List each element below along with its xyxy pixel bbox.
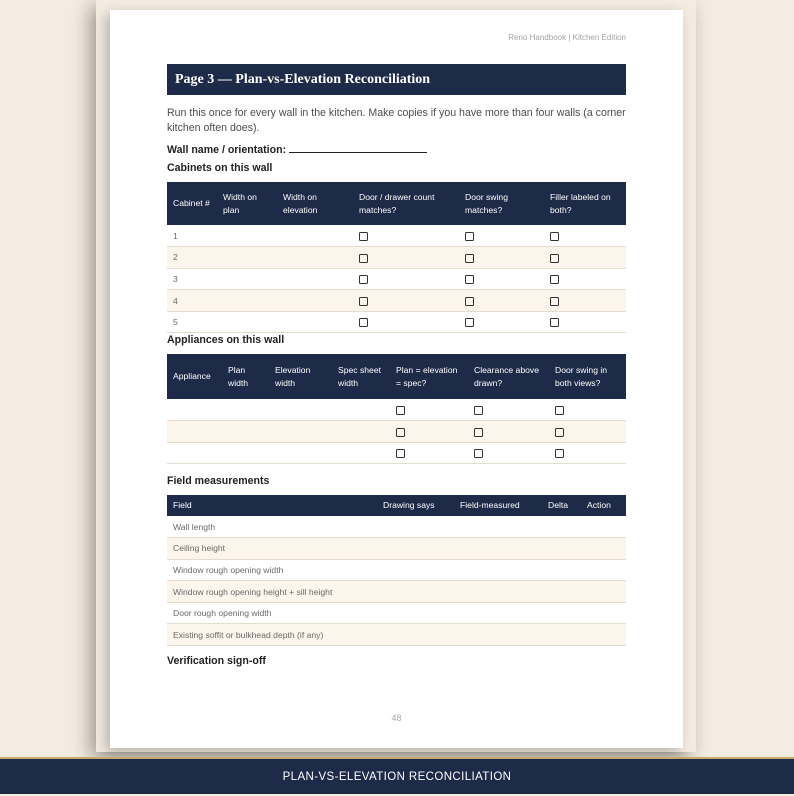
cell bbox=[544, 225, 626, 247]
cell[interactable] bbox=[581, 581, 626, 603]
cell[interactable] bbox=[269, 399, 332, 421]
cell[interactable] bbox=[332, 399, 390, 421]
cell[interactable] bbox=[377, 559, 454, 581]
wall-name-label: Wall name / orientation: bbox=[167, 144, 287, 156]
checkbox-icon[interactable] bbox=[396, 406, 405, 415]
cell[interactable] bbox=[269, 421, 332, 443]
cell[interactable] bbox=[454, 516, 542, 538]
cell bbox=[549, 442, 626, 464]
field-col-header: Field-measured bbox=[454, 495, 542, 516]
checkbox-icon[interactable] bbox=[359, 318, 368, 327]
cell bbox=[468, 399, 549, 421]
cell[interactable] bbox=[377, 538, 454, 560]
checkbox-icon[interactable] bbox=[555, 428, 564, 437]
appliances-col-header: Appliance bbox=[167, 354, 222, 399]
cell[interactable] bbox=[332, 421, 390, 443]
cell bbox=[459, 268, 544, 290]
field-label: Ceiling height bbox=[167, 538, 377, 560]
cell bbox=[468, 421, 549, 443]
checkbox-icon[interactable] bbox=[465, 318, 474, 327]
table-row bbox=[167, 442, 626, 464]
checkbox-icon[interactable] bbox=[396, 428, 405, 437]
cell bbox=[353, 290, 459, 312]
appliances-col-header: Elevation width bbox=[269, 354, 332, 399]
cell bbox=[217, 247, 277, 269]
cell bbox=[277, 225, 353, 247]
appliances-col-header: Spec sheet width bbox=[332, 354, 390, 399]
checkbox-icon[interactable] bbox=[359, 275, 368, 284]
appliances-heading: Appliances on this wall bbox=[167, 334, 285, 346]
field-label: Window rough opening width bbox=[167, 559, 377, 581]
field-col-header: Drawing says bbox=[377, 495, 454, 516]
cell bbox=[390, 442, 468, 464]
table-row bbox=[167, 399, 626, 421]
cell bbox=[544, 290, 626, 312]
cell bbox=[353, 225, 459, 247]
cell[interactable] bbox=[332, 442, 390, 464]
cell[interactable] bbox=[542, 581, 581, 603]
cabinet-number: 1 bbox=[167, 225, 217, 247]
cell bbox=[390, 399, 468, 421]
cabinet-number: 5 bbox=[167, 311, 217, 333]
cell[interactable] bbox=[167, 399, 222, 421]
cell[interactable] bbox=[454, 581, 542, 603]
bottom-banner: PLAN-VS-ELEVATION RECONCILIATION bbox=[0, 757, 794, 794]
cabinets-col-header: Door / drawer count matches? bbox=[353, 182, 459, 225]
cell bbox=[217, 311, 277, 333]
cabinets-heading: Cabinets on this wall bbox=[167, 162, 273, 174]
cell bbox=[544, 311, 626, 333]
cell[interactable] bbox=[542, 559, 581, 581]
running-head: Reno Handbook | Kitchen Edition bbox=[508, 33, 626, 42]
cell bbox=[549, 399, 626, 421]
table-row bbox=[167, 290, 626, 312]
cabinets-col-header: Width on elevation bbox=[277, 182, 353, 225]
table-row bbox=[167, 624, 626, 646]
field-label: Door rough opening width bbox=[167, 602, 377, 624]
cell bbox=[549, 421, 626, 443]
cell[interactable] bbox=[222, 442, 269, 464]
field-label: Window rough opening height + sill height bbox=[167, 581, 377, 603]
appliances-col-header: Clearance above drawn? bbox=[468, 354, 549, 399]
cell bbox=[353, 311, 459, 333]
table-row bbox=[167, 311, 626, 333]
checkbox-icon[interactable] bbox=[359, 254, 368, 263]
cell[interactable] bbox=[581, 602, 626, 624]
cell bbox=[459, 290, 544, 312]
checkbox-icon[interactable] bbox=[359, 297, 368, 306]
field-measurements-heading: Field measurements bbox=[167, 475, 270, 487]
table-row bbox=[167, 538, 626, 560]
cell bbox=[277, 290, 353, 312]
cell bbox=[544, 268, 626, 290]
cell[interactable] bbox=[542, 602, 581, 624]
cell bbox=[217, 268, 277, 290]
cell[interactable] bbox=[377, 516, 454, 538]
cell bbox=[353, 247, 459, 269]
checkbox-icon[interactable] bbox=[550, 275, 559, 284]
cell bbox=[459, 225, 544, 247]
field-measurements-table bbox=[167, 495, 626, 646]
field-col-header: Field bbox=[167, 495, 377, 516]
cabinets-col-header: Cabinet # bbox=[167, 182, 217, 225]
checkbox-icon[interactable] bbox=[396, 449, 405, 458]
page-title: Page 3 — Plan-vs-Elevation Reconciliation bbox=[167, 64, 626, 95]
table-row bbox=[167, 602, 626, 624]
document-page bbox=[110, 10, 683, 748]
cabinets-col-header: Door swing matches? bbox=[459, 182, 544, 225]
field-label: Existing soffit or bulkhead depth (if any) bbox=[167, 624, 377, 646]
checkbox-icon[interactable] bbox=[555, 449, 564, 458]
cell[interactable] bbox=[454, 624, 542, 646]
cell[interactable] bbox=[542, 624, 581, 646]
cabinets-col-header: Width on plan bbox=[217, 182, 277, 225]
checkbox-icon[interactable] bbox=[550, 232, 559, 241]
field-col-header: Delta bbox=[542, 495, 581, 516]
appliances-table bbox=[167, 354, 626, 464]
cell[interactable] bbox=[269, 442, 332, 464]
cell[interactable] bbox=[167, 442, 222, 464]
checkbox-icon[interactable] bbox=[474, 428, 483, 437]
table-row bbox=[167, 247, 626, 269]
cell bbox=[459, 311, 544, 333]
checkbox-icon[interactable] bbox=[474, 406, 483, 415]
appliances-col-header: Door swing in both views? bbox=[549, 354, 626, 399]
checkbox-icon[interactable] bbox=[465, 297, 474, 306]
cabinets-header-row bbox=[167, 182, 626, 225]
cell bbox=[217, 225, 277, 247]
cell[interactable] bbox=[581, 624, 626, 646]
cell bbox=[353, 268, 459, 290]
appliances-col-header: Plan = elevation = spec? bbox=[390, 354, 468, 399]
cell bbox=[544, 247, 626, 269]
checkbox-icon[interactable] bbox=[474, 449, 483, 458]
cabinet-number: 3 bbox=[167, 268, 217, 290]
cabinets-table bbox=[167, 182, 626, 333]
cabinets-col-header: Filler labeled on both? bbox=[544, 182, 626, 225]
cell bbox=[468, 442, 549, 464]
cell[interactable] bbox=[377, 581, 454, 603]
signoff-heading: Verification sign-off bbox=[167, 655, 266, 667]
checkbox-icon[interactable] bbox=[550, 254, 559, 263]
checkbox-icon[interactable] bbox=[465, 275, 474, 284]
intro-paragraph: Run this once for every wall in the kitchen. Make copies if you have more than four walls (a corner kitchen often does). bbox=[167, 107, 626, 134]
cell[interactable] bbox=[454, 559, 542, 581]
checkbox-icon[interactable] bbox=[555, 406, 564, 415]
cell bbox=[277, 268, 353, 290]
field-header-row bbox=[167, 495, 626, 516]
cabinet-number: 4 bbox=[167, 290, 217, 312]
cell[interactable] bbox=[542, 516, 581, 538]
cell[interactable] bbox=[581, 516, 626, 538]
cell[interactable] bbox=[222, 421, 269, 443]
checkbox-icon[interactable] bbox=[550, 297, 559, 306]
cell bbox=[277, 247, 353, 269]
cabinet-number: 2 bbox=[167, 247, 217, 269]
cell[interactable] bbox=[377, 602, 454, 624]
appliances-header-row bbox=[167, 354, 626, 399]
cell[interactable] bbox=[454, 538, 542, 560]
cell[interactable] bbox=[454, 602, 542, 624]
field-label: Wall length bbox=[167, 516, 377, 538]
cell bbox=[459, 247, 544, 269]
field-col-header: Action bbox=[581, 495, 626, 516]
cell bbox=[217, 290, 277, 312]
checkbox-icon[interactable] bbox=[465, 232, 474, 241]
wall-name-blank-line[interactable] bbox=[289, 142, 427, 153]
table-row bbox=[167, 225, 626, 247]
table-row bbox=[167, 268, 626, 290]
checkbox-icon[interactable] bbox=[465, 254, 474, 263]
cell[interactable] bbox=[167, 421, 222, 443]
table-row bbox=[167, 581, 626, 603]
checkbox-icon[interactable] bbox=[550, 318, 559, 327]
cell[interactable] bbox=[542, 538, 581, 560]
cell[interactable] bbox=[581, 538, 626, 560]
wall-name-field[interactable] bbox=[167, 142, 427, 156]
table-row bbox=[167, 516, 626, 538]
cell[interactable] bbox=[222, 399, 269, 421]
appliances-col-header: Plan width bbox=[222, 354, 269, 399]
cell bbox=[390, 421, 468, 443]
checkbox-icon[interactable] bbox=[359, 232, 368, 241]
table-row bbox=[167, 559, 626, 581]
cell bbox=[277, 311, 353, 333]
page-number: 48 bbox=[391, 713, 402, 723]
table-row bbox=[167, 421, 626, 443]
cell[interactable] bbox=[377, 624, 454, 646]
cell[interactable] bbox=[581, 559, 626, 581]
